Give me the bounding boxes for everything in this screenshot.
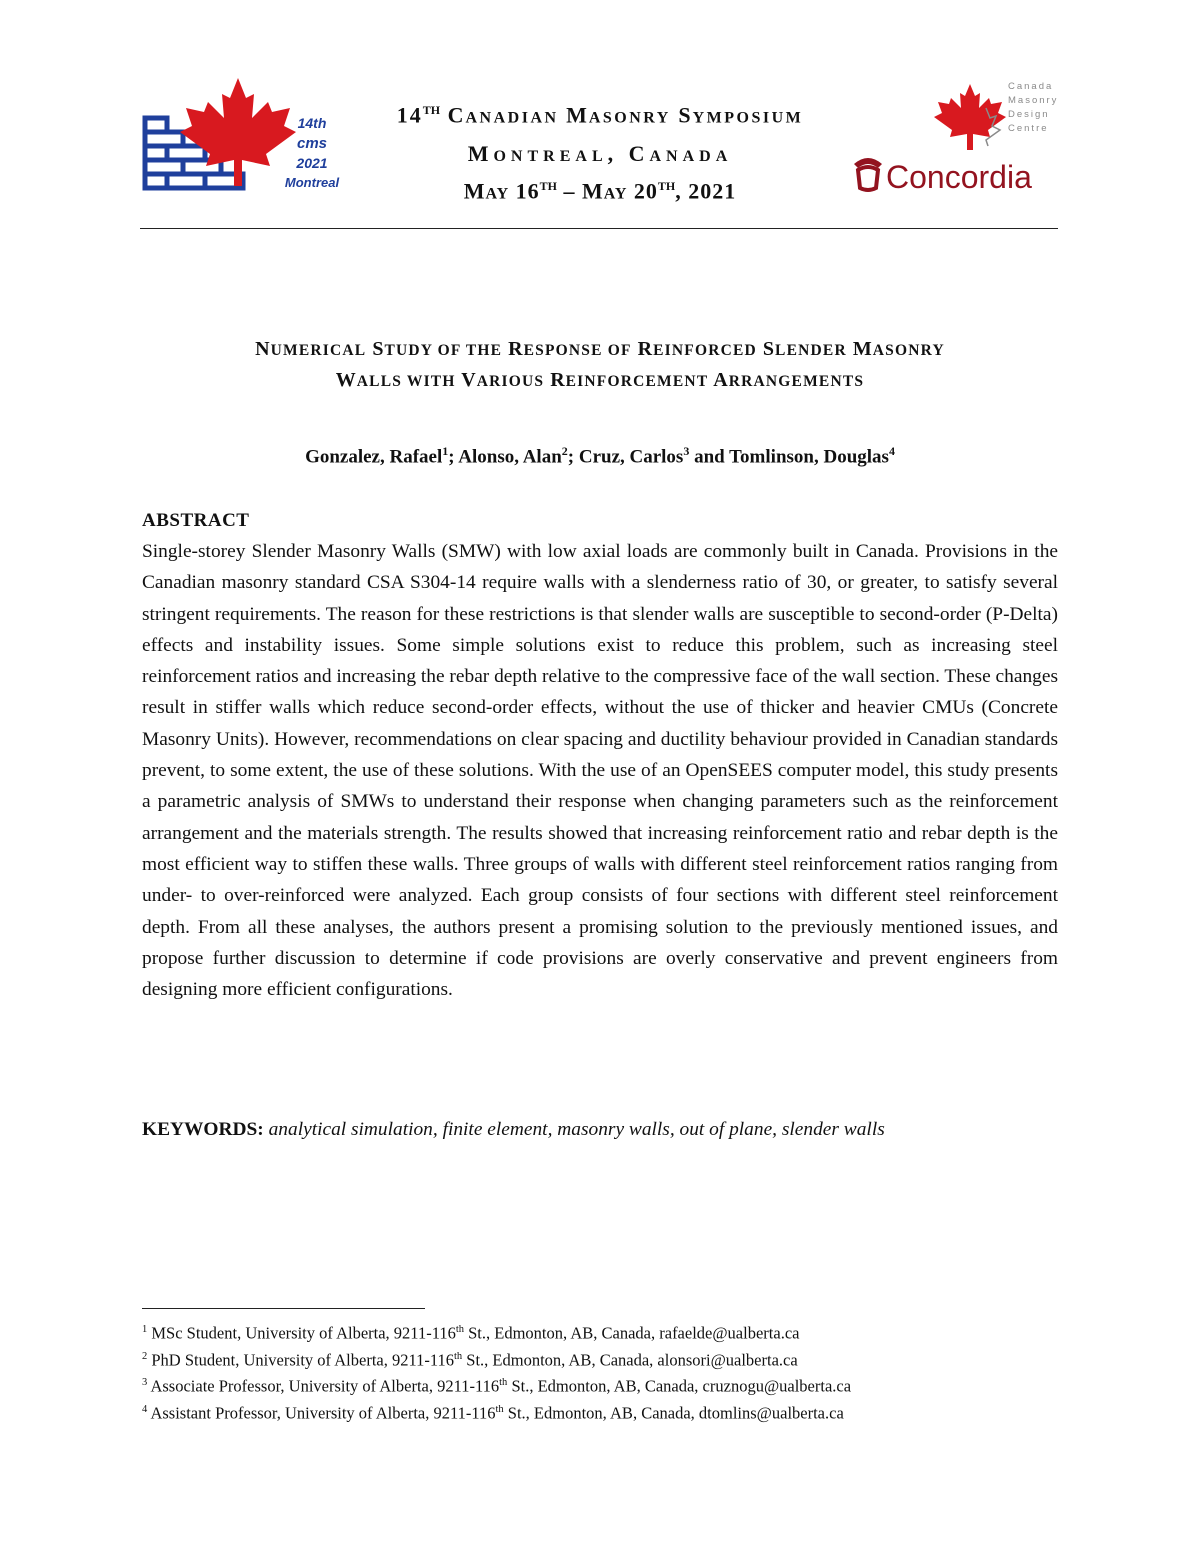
keywords — [142, 1119, 1062, 1141]
symposium-name: 14TH CANADIAN MASONRY SYMPOSIUM — [396, 102, 804, 128]
logo-text-city: Montreal — [284, 175, 340, 190]
abstract-text: Single-storey Slender Masonry Walls (SMW) with low axial loads are commonly built in Canada. Provisions in the Canadian masonry standard CSA S304-14 require walls with a slenderness ratio of 30, or greater, to satisfy several stringent requirements. The reason for these restrictions is that slender walls are susceptible to second-order (P-Delta) effects and instability issues. Some simple solutions exist to reduce this problem, such as increasing steel reinforcement ratios and increasing the rebar depth relative to the compressive face of the wall section. These changes result in stiffer walls which reduce second-order effects, without the use of thicker and heavier CMUs (Concrete Masonry Units). However, recommendations on clear spacing and ductility behaviour provided in Canadian standards prevent, to some extent, the use of these solutions. With the use of an OpenSEES computer model, this study presents a parametric analysis of SMWs to understand their response when changing parameters such as the reinforcement arrangement and the materials strength. The results showed that increasing reinforcement ratio and rebar depth is the most efficient way to stiffen these walls. Three groups of walls with different steel reinforcement ratios ranging from under- to over-reinforced were analyzed. Each group consists of four sections with different steel reinforcement depth. From all these analyses, the authors present a promising solution to the previously mentioned issues, and propose further discussion to determine if code provisions are overly conservative and prevent engineers from designing more efficient configurations. — [142, 541, 1059, 1001]
concordia-mark-icon — [854, 158, 882, 190]
concordia-wordmark: Concordia — [886, 159, 1032, 195]
footnote-item: $^4$ Assistant Professor, University of Alberta, 9211-116th St., Edmonton, AB, Canada, dtomlins@ualberta.ca — [142, 1403, 844, 1422]
logo-text-14th: 14th — [297, 115, 327, 131]
cms-2021-logo — [140, 74, 340, 194]
cmdc-text-masonry: Masonry — [1008, 95, 1059, 106]
footnote-divider — [142, 1308, 425, 1309]
author-name: Gonzalez, Rafael — [305, 446, 443, 468]
paper-title-line-1: NUMERICAL STUDY OF THE RESPONSE OF REINFORCED SLENDER MASONRY — [255, 338, 945, 360]
cmdc-text-canada: Canada — [1008, 81, 1054, 92]
sponsor-logos — [850, 78, 1065, 198]
keywords-list: analytical simulation, finite element, masonry walls, out of plane, slender walls — [268, 1119, 885, 1140]
symposium-dates: MAY 16TH – MAY 20TH, 2021 — [463, 178, 737, 204]
sponsor-logos-graphic — [850, 78, 1065, 198]
cms-logo-graphic — [140, 74, 340, 194]
keywords-label: KEYWORDS: — [142, 1119, 264, 1140]
footnotes — [142, 1318, 1062, 1424]
author-name: Tomlinson, Douglas — [729, 446, 889, 468]
maple-leaf-icon — [180, 78, 296, 186]
footnote-item: $^3$ Associate Professor, University of Alberta, 9211-116th St., Edmonton, AB, Canada, cruznogu@ualberta.ca — [142, 1376, 852, 1396]
header-divider — [140, 228, 1058, 229]
author-name: Cruz, Carlos — [578, 446, 684, 468]
footnote-item: $^2$ PhD Student, University of Alberta, 9211-116th St., Edmonton, AB, Canada, alonsori@ualberta.ca — [142, 1350, 798, 1369]
author-name: Alonso, Alan — [458, 446, 562, 468]
logo-text-cms: cms — [296, 135, 328, 152]
logo-text-year: 2021 — [296, 155, 328, 171]
paper-title-line-2: WALLS WITH VARIOUS REINFORCEMENT ARRANGEMENTS — [335, 369, 865, 391]
cmdc-text-centre: Centre — [1008, 123, 1049, 134]
symposium-location: MONTREAL, CANADA — [467, 141, 733, 166]
cmdc-text-design: Design — [1008, 109, 1050, 120]
abstract-heading: ABSTRACT — [142, 510, 250, 531]
author-list: Gonzalez, Rafael$^1$; Alonso, Alan$^2$; Cruz, Carlos$^3$ and Tomlinson, Douglas$^4$ — [305, 444, 895, 468]
footnote-item: $^1$ MSc Student, University of Alberta, 9211-116th St., Edmonton, AB, Canada, rafaelde@ualberta.ca — [142, 1323, 800, 1343]
